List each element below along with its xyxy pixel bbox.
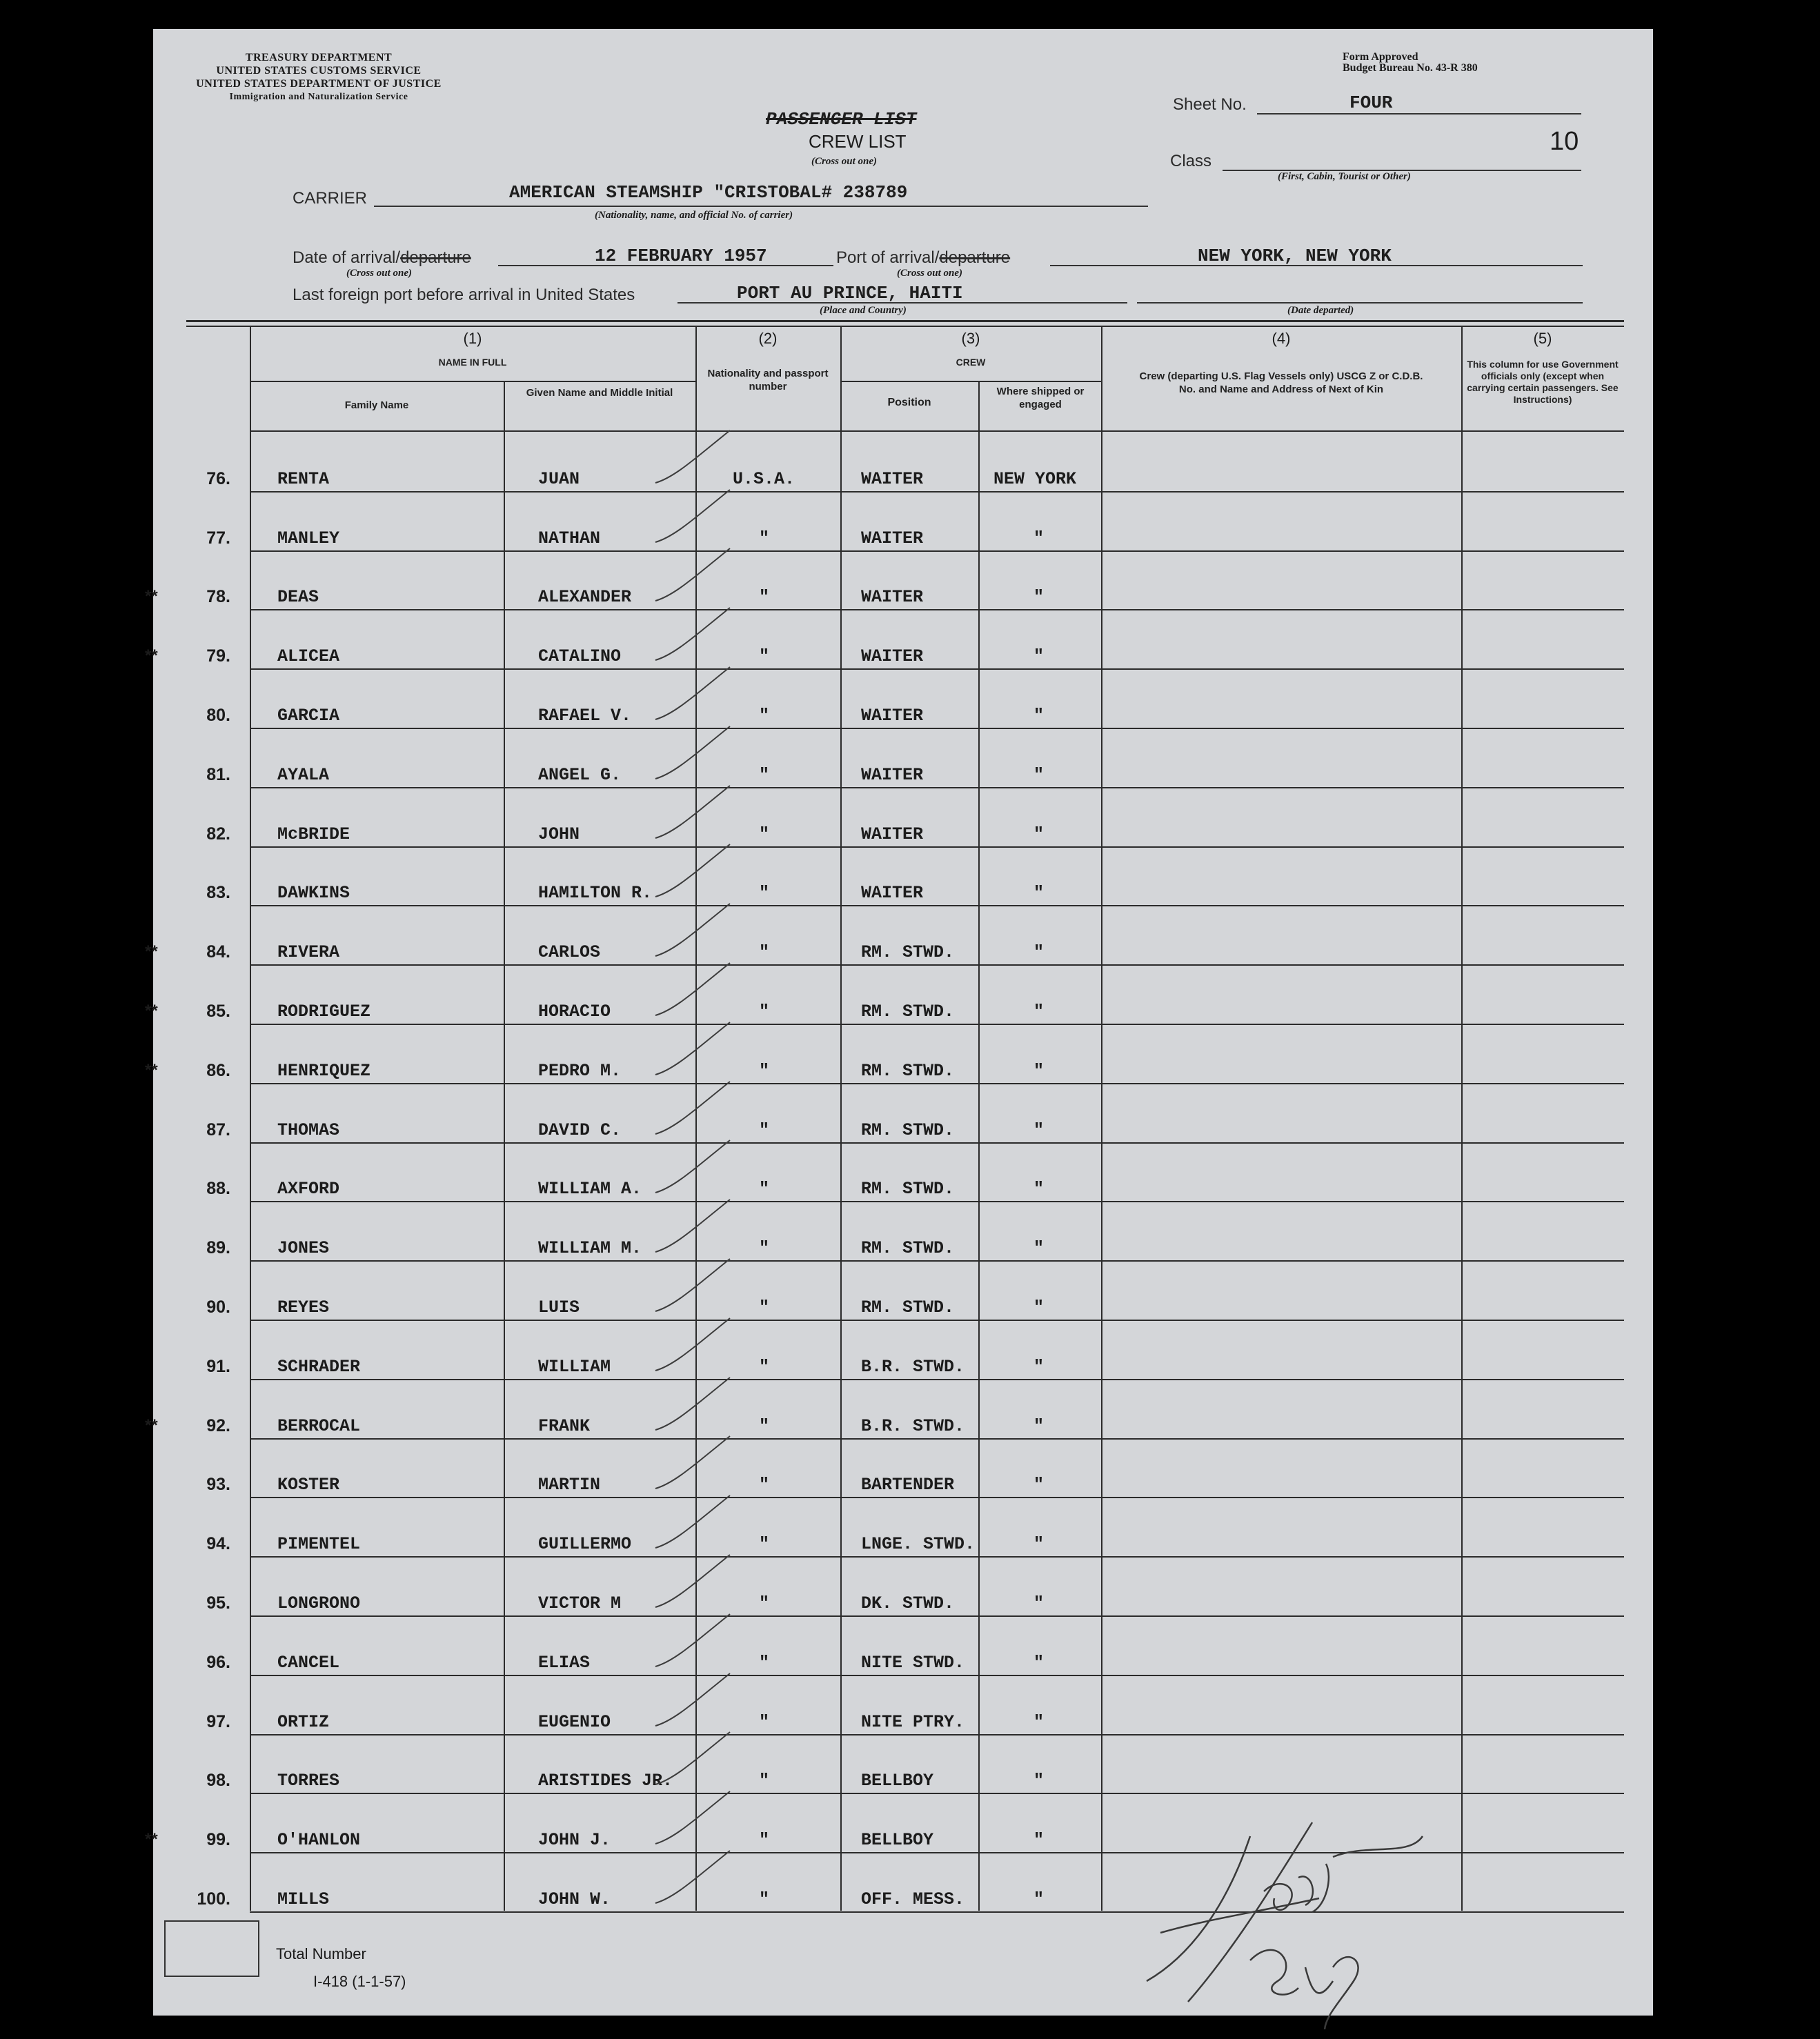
family-name-cell: RENTA — [277, 468, 330, 489]
nationality-cell: " — [759, 1120, 770, 1140]
table-row — [153, 433, 1653, 493]
port-arrival-label: Port of arrival/departure — [836, 248, 1011, 267]
total-number-label: Total Number — [276, 1945, 366, 1962]
budget-bureau: Budget Bureau No. 43-R 380 — [1343, 62, 1478, 74]
row-number: 88. — [206, 1179, 230, 1199]
table-row — [153, 788, 1653, 848]
row-number: 97. — [206, 1711, 230, 1731]
family-name-cell: DAWKINS — [277, 883, 350, 904]
form-approved: Form Approved — [1343, 51, 1418, 63]
position-cell: RM. STWD. — [861, 1060, 955, 1081]
position-cell: RM. STWD. — [861, 942, 955, 963]
position-cell: WAITER — [861, 528, 924, 548]
position-cell: WAITER — [861, 468, 924, 489]
table-row — [145, 906, 1653, 966]
given-name-cell: GUILLERMO — [538, 1534, 632, 1555]
where-shipped-cell: " — [1033, 883, 1045, 904]
nationality-cell: " — [759, 1179, 770, 1200]
given-name-cell: RAFAEL V. — [538, 705, 632, 726]
nationality-cell: " — [759, 942, 770, 963]
row-number: 76. — [206, 468, 230, 488]
family-name-cell: McBRIDE — [277, 824, 350, 844]
title-hint: (Cross out one) — [811, 156, 878, 167]
nationality-cell: " — [759, 1356, 770, 1377]
table-row — [153, 1676, 1653, 1735]
family-name-cell: AXFORD — [277, 1179, 340, 1200]
family-name-cell: JONES — [277, 1238, 330, 1259]
position-cell: RM. STWD. — [861, 1001, 955, 1022]
row-number: 91. — [206, 1356, 230, 1376]
nationality-cell: " — [759, 1238, 770, 1259]
position-cell: WAITER — [861, 705, 924, 726]
where-shipped-cell: " — [1033, 764, 1045, 785]
where-shipped-cell: " — [1033, 1475, 1045, 1495]
position-cell: WAITER — [861, 646, 924, 667]
col4-title: Crew (departing U.S. Flag Vessels only) USCG Z or C.D.B. No. and Name and Address of Next of Kin — [1139, 370, 1423, 395]
table-row — [153, 493, 1653, 552]
position-cell: BELLBOY — [861, 1830, 934, 1851]
table-row — [153, 670, 1653, 729]
position-cell: BELLBOY — [861, 1771, 934, 1791]
nationality-cell: " — [759, 1711, 770, 1732]
row-mark: ** — [145, 587, 158, 606]
given-name-cell: WILLIAM M. — [538, 1238, 642, 1259]
nationality-cell: " — [759, 1297, 770, 1317]
nationality-cell: " — [759, 587, 770, 608]
col1-title: NAME IN FULL — [438, 357, 507, 368]
position-cell: BARTENDER — [861, 1475, 955, 1495]
date-cross-out-hint: (Cross out one) — [346, 268, 413, 279]
given-name-cell: DAVID C. — [538, 1120, 622, 1140]
sheet-label: Sheet No. — [1173, 95, 1247, 114]
given-name-cell: ARISTIDES JR. — [538, 1771, 673, 1791]
family-name-heading: Family Name — [344, 399, 409, 411]
table-row — [153, 1321, 1653, 1380]
given-name-cell: ANGEL G. — [538, 764, 622, 785]
agency-line: UNITED STATES CUSTOMS SERVICE — [216, 65, 422, 77]
where-shipped-cell: " — [1033, 1060, 1045, 1081]
position-cell: OFF. MESS. — [861, 1889, 965, 1909]
table-row — [153, 1498, 1653, 1558]
given-name-cell: CATALINO — [538, 646, 622, 667]
family-name-cell: GARCIA — [277, 705, 340, 726]
given-name-cell: NATHAN — [538, 528, 601, 548]
given-name-cell: JUAN — [538, 468, 580, 489]
col5-title: This column for use Government officials only (except when carrying certain passengers. See Instructions) — [1467, 359, 1619, 405]
col2-number: (2) — [758, 330, 778, 347]
family-name-cell: PIMENTEL — [277, 1534, 361, 1555]
col4-number: (4) — [1272, 330, 1291, 347]
table-row — [153, 1735, 1653, 1795]
row-number: 89. — [206, 1238, 230, 1258]
where-shipped-cell: NEW YORK — [993, 468, 1077, 489]
crew-list-form — [145, 29, 1653, 2016]
row-mark: ** — [145, 1001, 158, 1020]
row-number: 95. — [206, 1593, 230, 1613]
nationality-cell: " — [759, 1889, 770, 1909]
row-mark: ** — [145, 1830, 158, 1849]
given-name-cell: VICTOR M — [538, 1593, 622, 1613]
table-row — [145, 610, 1653, 670]
table-row — [153, 1440, 1653, 1499]
family-name-cell: DEAS — [277, 587, 319, 608]
given-name-cell: EUGENIO — [538, 1711, 611, 1732]
position-cell: RM. STWD. — [861, 1238, 955, 1259]
last-port-hint: (Place and Country) — [820, 305, 907, 316]
nationality-cell: " — [759, 1771, 770, 1791]
where-shipped-cell: " — [1033, 646, 1045, 667]
row-number: 98. — [206, 1771, 230, 1791]
passenger-list-struck: PASSENGER LIST — [766, 109, 917, 130]
table-row — [145, 552, 1653, 611]
carrier-hint: (Nationality, name, and official No. of carrier) — [595, 210, 793, 221]
date-arrival-label: Date of arrival/departure — [293, 248, 471, 267]
given-name-cell: LUIS — [538, 1297, 580, 1317]
nationality-cell: " — [759, 1593, 770, 1613]
row-mark: ** — [145, 1060, 158, 1080]
given-name-cell: WILLIAM — [538, 1356, 611, 1377]
agency-heading — [181, 51, 457, 103]
given-name-cell: PEDRO M. — [538, 1060, 622, 1081]
nationality-cell: " — [759, 1060, 770, 1081]
given-name-cell: JOHN J. — [538, 1830, 611, 1851]
where-shipped-cell: " — [1033, 1238, 1045, 1259]
table-row — [145, 1025, 1653, 1084]
where-shipped-cell: " — [1033, 1356, 1045, 1377]
class-hint: (First, Cabin, Tourist or Other) — [1278, 171, 1411, 182]
row-number: 92. — [206, 1415, 230, 1435]
table-row — [153, 848, 1653, 907]
table-row — [153, 1617, 1653, 1676]
form-number: I-418 (1-1-57) — [313, 1973, 406, 1990]
given-name-cell: ALEXANDER — [538, 587, 632, 608]
row-number: 81. — [206, 764, 230, 784]
position-cell: RM. STWD. — [861, 1297, 955, 1317]
last-port-value: PORT AU PRINCE, HAITI — [737, 283, 963, 304]
last-port-label: Last foreign port before arrival in United States — [293, 286, 635, 304]
carrier-value: AMERICAN STEAMSHIP "CRISTOBAL# 238789 — [509, 182, 908, 203]
nationality-cell: " — [759, 1652, 770, 1673]
family-name-cell: SCHRADER — [277, 1356, 361, 1377]
position-heading: Position — [887, 397, 931, 408]
row-number: 82. — [206, 824, 230, 844]
where-shipped-cell: " — [1033, 1830, 1045, 1851]
row-number: 99. — [206, 1830, 230, 1850]
row-number: 93. — [206, 1475, 230, 1495]
carrier-label: CARRIER — [293, 189, 368, 208]
col3-number: (3) — [961, 330, 980, 347]
family-name-cell: ALICEA — [277, 646, 340, 667]
col5-number: (5) — [1533, 330, 1552, 347]
row-number: 85. — [206, 1001, 230, 1021]
row-number: 84. — [206, 942, 230, 962]
nationality-cell: " — [759, 705, 770, 726]
nationality-cell: " — [759, 764, 770, 785]
agency-line: UNITED STATES DEPARTMENT OF JUSTICE — [196, 78, 442, 90]
position-cell: RM. STWD. — [861, 1179, 955, 1200]
nationality-cell: " — [759, 1534, 770, 1555]
row-number: 77. — [206, 528, 230, 548]
row-number: 83. — [206, 883, 230, 903]
family-name-cell: CANCEL — [277, 1652, 340, 1673]
where-shipped-cell: " — [1033, 1120, 1045, 1140]
nationality-cell: " — [759, 1830, 770, 1851]
nationality-cell: " — [759, 646, 770, 667]
handwritten-signature — [1105, 1795, 1450, 2029]
col1-number: (1) — [463, 330, 482, 347]
row-number: 94. — [206, 1534, 230, 1554]
where-shipped-cell: " — [1033, 528, 1045, 548]
form-title: CREW LIST — [809, 131, 907, 152]
row-number: 78. — [206, 587, 230, 607]
where-shipped-cell: " — [1033, 1534, 1045, 1555]
family-name-cell: THOMAS — [277, 1120, 340, 1140]
position-cell: B.R. STWD. — [861, 1415, 965, 1436]
nationality-cell: " — [759, 1475, 770, 1495]
position-cell: B.R. STWD. — [861, 1356, 965, 1377]
table-row — [145, 1380, 1653, 1440]
family-name-cell: REYES — [277, 1297, 330, 1317]
given-name-cell: MARTIN — [538, 1475, 601, 1495]
row-number: 86. — [206, 1060, 230, 1080]
row-number: 96. — [206, 1652, 230, 1672]
row-number: 79. — [206, 646, 230, 666]
check-mark — [654, 1844, 785, 1920]
position-cell: WAITER — [861, 587, 924, 608]
row-number: 90. — [206, 1297, 230, 1317]
family-name-cell: LONGRONO — [277, 1593, 361, 1613]
family-name-cell: O'HANLON — [277, 1830, 361, 1851]
given-name-cell: WILLIAM A. — [538, 1179, 642, 1200]
family-name-cell: KOSTER — [277, 1475, 340, 1495]
where-shipped-heading: Where shipped or engaged — [996, 386, 1085, 410]
table-row — [153, 1262, 1653, 1321]
where-shipped-cell: " — [1033, 942, 1045, 963]
row-number: 80. — [206, 705, 230, 725]
nationality-cell: " — [759, 528, 770, 548]
where-shipped-cell: " — [1033, 1593, 1045, 1613]
given-name-cell: FRANK — [538, 1415, 591, 1436]
family-name-cell: TORRES — [277, 1771, 340, 1791]
given-name-cell: ELIAS — [538, 1652, 591, 1673]
where-shipped-cell: " — [1033, 1889, 1045, 1909]
nationality-cell: U.S.A. — [733, 468, 795, 489]
position-cell: DK. STWD. — [861, 1593, 955, 1613]
page-number: 10 — [1550, 127, 1579, 156]
family-name-cell: RODRIGUEZ — [277, 1001, 371, 1022]
where-shipped-cell: " — [1033, 1711, 1045, 1732]
port-arrival-value: NEW YORK, NEW YORK — [1198, 246, 1392, 266]
table-row — [153, 1084, 1653, 1144]
given-name-cell: HORACIO — [538, 1001, 611, 1022]
family-name-cell: MILLS — [277, 1889, 330, 1909]
position-cell: WAITER — [861, 883, 924, 904]
table-row — [153, 1144, 1653, 1203]
agency-line: TREASURY DEPARTMENT — [245, 52, 393, 63]
position-cell: LNGE. STWD. — [861, 1534, 976, 1555]
given-name-cell: HAMILTON R. — [538, 883, 653, 904]
where-shipped-cell: " — [1033, 705, 1045, 726]
col3-title: CREW — [956, 357, 986, 368]
family-name-cell: BERROCAL — [277, 1415, 361, 1436]
table-row — [153, 729, 1653, 788]
where-shipped-cell: " — [1033, 1652, 1045, 1673]
class-label: Class — [1170, 152, 1212, 170]
nationality-cell: " — [759, 1001, 770, 1022]
family-name-cell: RIVERA — [277, 942, 340, 963]
col2-title: Nationality and passport number — [707, 368, 829, 392]
where-shipped-cell: " — [1033, 1001, 1045, 1022]
position-cell: WAITER — [861, 764, 924, 785]
position-cell: NITE PTRY. — [861, 1711, 965, 1732]
where-shipped-cell: " — [1033, 587, 1045, 608]
position-cell: WAITER — [861, 824, 924, 844]
where-shipped-cell: " — [1033, 1297, 1045, 1317]
total-number-box — [164, 1920, 259, 1977]
where-shipped-cell: " — [1033, 824, 1045, 844]
nationality-cell: " — [759, 824, 770, 844]
where-shipped-cell: " — [1033, 1771, 1045, 1791]
family-name-cell: ORTIZ — [277, 1711, 330, 1732]
family-name-cell: AYALA — [277, 764, 330, 785]
nationality-cell: " — [759, 1415, 770, 1436]
table-row — [153, 1558, 1653, 1617]
given-name-cell: JOHN W. — [538, 1889, 611, 1909]
given-name-cell: CARLOS — [538, 942, 601, 963]
row-number: 87. — [206, 1120, 230, 1140]
port-cross-out-hint: (Cross out one) — [897, 268, 963, 279]
family-name-cell: HENRIQUEZ — [277, 1060, 371, 1081]
table-row — [145, 966, 1653, 1025]
sheet-value: FOUR — [1349, 92, 1393, 113]
where-shipped-cell: " — [1033, 1415, 1045, 1436]
table-row — [153, 1202, 1653, 1262]
row-mark: ** — [145, 1415, 158, 1435]
row-mark: ** — [145, 942, 158, 962]
date-arrival-value: 12 FEBRUARY 1957 — [595, 246, 767, 266]
row-number: 100. — [197, 1889, 230, 1909]
position-cell: NITE STWD. — [861, 1652, 965, 1673]
agency-line: Immigration and Naturalization Service — [229, 92, 408, 102]
given-name-heading: Given Name and Middle Initial — [526, 387, 673, 399]
nationality-cell: " — [759, 883, 770, 904]
family-name-cell: MANLEY — [277, 528, 340, 548]
given-name-cell: JOHN — [538, 824, 580, 844]
row-mark: ** — [145, 646, 158, 666]
position-cell: RM. STWD. — [861, 1120, 955, 1140]
where-shipped-cell: " — [1033, 1179, 1045, 1200]
date-departed-hint: (Date departed) — [1287, 305, 1354, 316]
